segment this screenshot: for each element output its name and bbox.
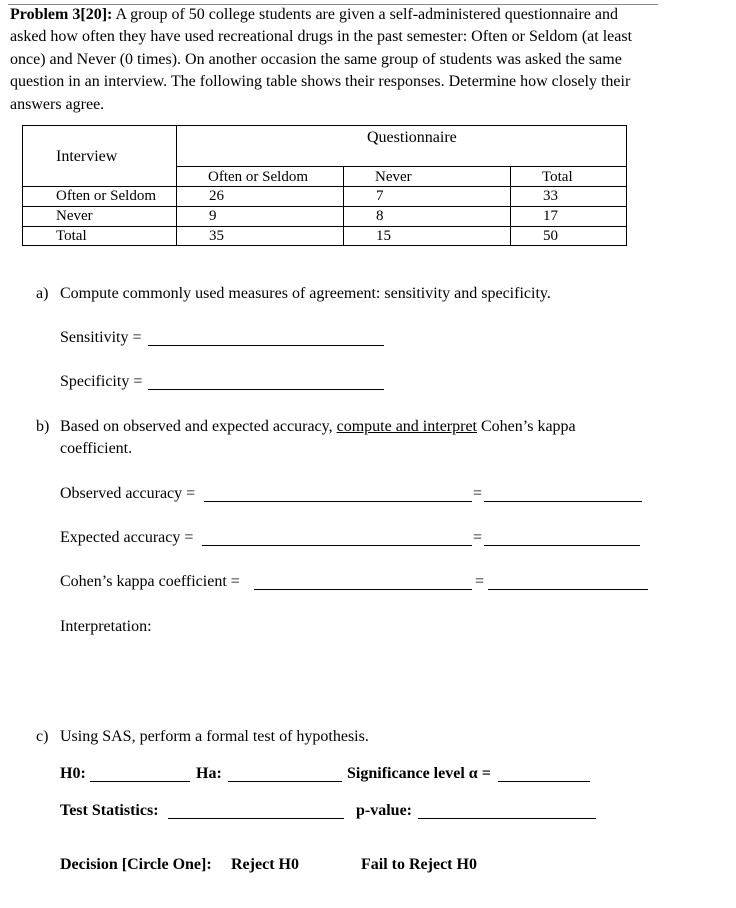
- significance-level-blank[interactable]: [498, 781, 590, 782]
- observed-equals: =: [473, 485, 483, 502]
- kappa-equals: =: [475, 573, 485, 590]
- part-c-question: Using SAS, perform a formal test of hypothesis.: [60, 728, 369, 745]
- col-header-questionnaire: Questionnaire: [367, 129, 457, 146]
- row-label-never: Never: [56, 208, 93, 224]
- ha-label: Ha:: [196, 765, 222, 782]
- cell-r2-c1: 9: [209, 208, 217, 224]
- cell-r1-c2: 7: [376, 188, 384, 204]
- cell-r2-c3: 17: [543, 208, 558, 224]
- decision-label: Decision [Circle One]:: [60, 856, 212, 873]
- specificity-blank[interactable]: [148, 389, 384, 390]
- kappa-blank-2[interactable]: [488, 589, 648, 590]
- kappa-label: Cohen’s kappa coefficient =: [60, 573, 240, 590]
- part-b-question-line2: coefficient.: [60, 440, 133, 457]
- h0-blank[interactable]: [90, 781, 190, 782]
- intro-line-1: A group of 50 college students are given a self-administered questionnaire and: [115, 6, 618, 23]
- test-statistics-label: Test Statistics:: [60, 802, 159, 819]
- cell-r3-c1: 35: [209, 228, 224, 244]
- table-hline-3: [23, 226, 626, 227]
- p-value-label: p-value:: [356, 802, 412, 819]
- table-hline-2: [23, 206, 626, 207]
- intro-line-5: answers agree.: [10, 95, 105, 113]
- problem-statement: [10, 4, 670, 116]
- intro-line-2: asked how often they have used recreational drugs in the past semester: Often or Seldom (at least: [10, 28, 633, 46]
- row-label-often-seldom: Often or Seldom: [56, 188, 156, 204]
- table-hline-1: [23, 186, 626, 187]
- col-never: Never: [375, 169, 412, 185]
- observed-accuracy-label: Observed accuracy =: [60, 485, 196, 502]
- row-label-total: Total: [56, 228, 87, 244]
- observed-accuracy-blank-1[interactable]: [204, 501, 472, 502]
- h0-label: H0:: [60, 765, 86, 782]
- cell-r2-c2: 8: [376, 208, 384, 224]
- intro-line-3: once) and Never (0 times). On another occasion the same group of students was asked the same: [10, 50, 622, 68]
- intro-line-4: question in an interview. The following table shows their responses. Determine how closely their: [10, 73, 631, 91]
- part-b-text-underlined: compute and interpret: [336, 418, 477, 435]
- specificity-label: Specificity =: [60, 373, 143, 390]
- part-b-question: [60, 416, 576, 438]
- cell-r1-c3: 33: [543, 188, 558, 204]
- test-statistics-blank[interactable]: [168, 818, 344, 819]
- sensitivity-label: Sensitivity =: [60, 329, 142, 346]
- cell-r3-c3: 50: [543, 228, 558, 244]
- part-a-label: a): [36, 285, 49, 302]
- kappa-blank-1[interactable]: [254, 589, 472, 590]
- part-b-text-post: Cohen’s kappa: [477, 418, 576, 435]
- part-b-text-pre: Based on observed and expected accuracy,: [60, 418, 337, 435]
- expected-accuracy-blank-2[interactable]: [484, 545, 640, 546]
- cell-r3-c2: 15: [376, 228, 391, 244]
- fail-to-reject-h0-option[interactable]: Fail to Reject H0: [361, 856, 477, 873]
- contingency-table: [22, 125, 627, 246]
- observed-accuracy-blank-2[interactable]: [484, 501, 642, 502]
- ha-blank[interactable]: [228, 781, 342, 782]
- interpretation-label: Interpretation:: [60, 618, 152, 635]
- sensitivity-blank[interactable]: [148, 345, 384, 346]
- row-header-interview: Interview: [56, 148, 118, 165]
- col-often-seldom: Often or Seldom: [208, 169, 308, 185]
- expected-accuracy-blank-1[interactable]: [202, 545, 472, 546]
- col-total: Total: [542, 169, 573, 185]
- table-hline-header: [176, 166, 626, 167]
- significance-level-label: Significance level α =: [347, 765, 491, 782]
- part-a-question: Compute commonly used measures of agreement: sensitivity and specificity.: [60, 285, 551, 302]
- reject-h0-option[interactable]: Reject H0: [231, 856, 299, 873]
- part-b-label: b): [36, 418, 50, 435]
- problem-title: Problem 3[20]:: [10, 6, 113, 23]
- part-c-label: c): [36, 728, 49, 745]
- expected-equals: =: [473, 529, 483, 546]
- cell-r1-c1: 26: [209, 188, 224, 204]
- expected-accuracy-label: Expected accuracy =: [60, 529, 194, 546]
- p-value-blank[interactable]: [418, 818, 596, 819]
